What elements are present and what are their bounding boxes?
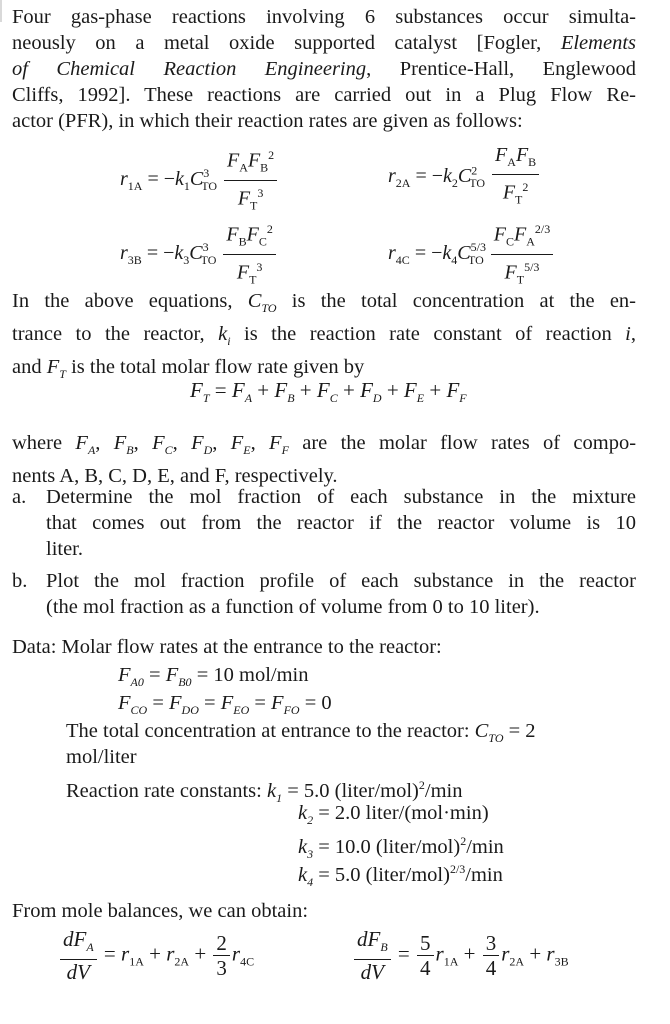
mole-balance-a: $\frac{dF_A}{dV}$ = $r_{1A} + r_{2A}$ + $\frac{2}{3}$ $r_{4C}$ — [58, 928, 254, 983]
intro-line-5: actor (PFR), in which their reaction rates are given as follows: — [12, 110, 523, 132]
intro-line-1: Four gas-phase reactions involving 6 substances occur simulta- — [12, 6, 636, 28]
rate-equation-r3b: $r_{3B} = -k_3C^3_{TO}$ $\frac{F_BF_C^2}{F_T^3}$ — [120, 218, 278, 290]
book-title-a: Elements — [560, 32, 636, 54]
rate-constant-k1: Reaction rate constants: $k_1 = 5.0$ (liter/mol)$^2$/min — [66, 778, 463, 805]
feed-a-b: $F_{A0} = F_{B0} = 10$ mol/min — [118, 664, 309, 690]
where-line-2: nents A, B, C, D, E, and F, respectively. — [12, 465, 338, 488]
item-b-text: Plot the mol fraction profile of each substance in the reactor (the mol fraction as a function of volume from 0 to 10 liter). — [46, 570, 636, 618]
intro-line-4: Cliffs, 1992]. These reactions are carried out in a Plug Flow Re- — [12, 84, 636, 106]
mole-balance-b: $\frac{dF_B}{dV}$ = $\frac{5}{4}$ $r_{1A}$ + $\frac{3}{4}$ $r_{2A} + r_{3B}$ — [352, 928, 569, 983]
total-concentration-unit: mol/liter — [66, 746, 137, 768]
explanation-paragraph — [12, 288, 636, 387]
book-title-b: of Chemical Reaction Engineering — [12, 58, 367, 80]
rate-constant-k2: $k_2 = 2.0$ liter/(mol·min) — [298, 802, 489, 828]
item-b-marker: b. — [12, 570, 28, 592]
explain-line-1: In the above equations, $C_{TO}$ is the total concentration at the en- — [12, 290, 636, 316]
rate-equation-r1a: $r_{1A} = -k_1C^3_{TO}$ $\frac{F_AF_B^2}{F_T^3}$ — [120, 144, 279, 216]
where-paragraph — [12, 430, 636, 489]
rate-equation-r2a: $r_{2A} = -k_2C^2_{TO}$ $\frac{F_AF_B}{F_T^2}$ — [388, 144, 541, 211]
total-flow-equation: $F_T = F_A + F_B + F_C + F_D + F_E + F_F$ — [190, 378, 467, 406]
rate-constant-k4: $k_4 = 5.0$ (liter/mol)$^{2/3}$/min — [298, 862, 503, 889]
data-heading: Data: Molar flow rates at the entrance to the reactor: — [12, 636, 442, 658]
intro-paragraph — [12, 4, 636, 134]
intro-line-2: neously on a metal oxide supported catalyst [Fogler, Elements — [12, 32, 636, 54]
item-a-marker: a. — [12, 486, 27, 508]
total-concentration: The total concentration at entrance to the reactor: $C_{TO} = 2$ — [66, 720, 536, 746]
where-line-1: where $F_A$, $F_B$, $F_C$, $F_D$, $F_E$, $F_F$ are the molar flow rates of compo- — [12, 432, 637, 458]
intro-line-3: of Chemical Reaction Engineering, Prentice-Hall, Englewood — [12, 58, 636, 80]
balances-heading: From mole balances, we can obtain: — [12, 900, 309, 922]
page-edge-mark — [0, 0, 2, 22]
rate-equation-r4c: $r_{4C} = -k_4C^{5/3}_{TO}$ $\frac{F_CF_A^{2/3}}{F_T^{5/3}}$ — [388, 218, 555, 290]
feed-c-d-e-f: $F_{CO} = F_{DO} = F_{EO} = F_{FO} = 0$ — [118, 692, 332, 718]
item-a-text: Determine the mol fraction of each substance in the mixture that comes out from the reactor if the reactor volume is 10 liter. — [46, 486, 636, 560]
rate-constant-k3: $k_3 = 10.0$ (liter/mol)$^2$/min — [298, 834, 504, 861]
explain-line-2: trance to the reactor, $k_i$ is the reaction rate constant of reaction i, — [12, 323, 636, 349]
explain-line-3: and $F_T$ is the total molar flow rate given by — [12, 356, 365, 382]
